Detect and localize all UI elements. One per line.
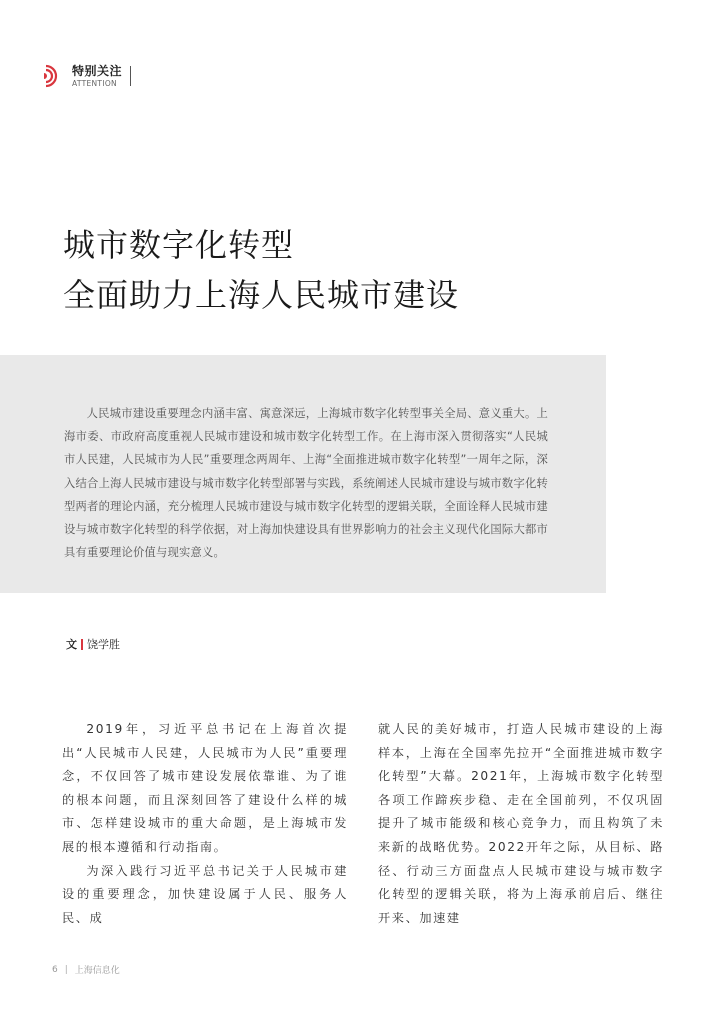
- body-paragraph: 为深入践行习近平总书记关于人民城市建设的重要理念，加快建设属于人民、服务人民、成: [62, 863, 348, 925]
- broadcast-logo-icon: [44, 63, 66, 89]
- byline: [66, 636, 120, 652]
- page-footer: [52, 963, 120, 976]
- section-header: [44, 62, 131, 90]
- title-line-1: 城市数字化转型: [63, 226, 295, 264]
- abstract-text: 人民城市建设重要理念内涵丰富、寓意深远，上海城市数字化转型事关全局、意义重大。上海市委、市政府高度重视人民城市建设和城市数字化转型工作。在上海市深入贯彻落实“人民城市人民建，人民城市为人民”重要理念两周年、上海“全面推进城市数字化转型”一周年之际，深入结合上海人民城市建设与城市数字化转型部署与实践，系统阐述人民城市建设与城市数字化转型两者的理论内涵，充分梳理人民城市建设与城市数字化转型的逻辑关联，全面诠释人民城市建设与城市数字化转型的科学依据，对上海加快建设具有世界影响力的社会主义现代化国际大都市具有重要理论价值与现实意义。: [64, 407, 548, 560]
- article-title: [63, 220, 459, 320]
- header-divider: [130, 66, 131, 86]
- byline-divider: [81, 639, 83, 650]
- body-column-right: [378, 718, 664, 930]
- section-label-en: ATTENTION: [72, 78, 117, 88]
- section-label-cn: 特别关注: [72, 63, 123, 78]
- body-paragraph: 就人民的美好城市，打造人民城市建设的上海样本，上海在全国率先拉开“全面推进城市数字化转型”大幕。2021年，上海城市数字化转型各项工作蹄疾步稳、走在全国前列，不仅巩固提升了城市能级和核心竞争力，而且构筑了未来新的战略优势。2022开年之际，从目标、路径、行动三方面盘点人民城市建设与城市数字化转型的逻辑关联，将为上海承前启后、继往开来、加速建: [378, 722, 664, 925]
- page-number: 6: [52, 964, 58, 975]
- body-paragraph: 2019年，习近平总书记在上海首次提出“人民城市人民建，人民城市为人民”重要理念，不仅回答了城市建设发展依靠谁、为了谁的根本问题，而且深刻回答了建设什么样的城市、怎样建设城市的重大命题，是上海城市发展的根本遵循和行动指南。: [62, 722, 348, 854]
- title-line-2: 全面助力上海人民城市建设: [63, 276, 460, 314]
- byline-label: 文: [66, 638, 77, 651]
- publication-name: 上海信息化: [74, 966, 120, 976]
- author-name: 饶学胜: [87, 638, 120, 651]
- footer-separator: |: [64, 964, 68, 975]
- body-column-left: [62, 718, 348, 930]
